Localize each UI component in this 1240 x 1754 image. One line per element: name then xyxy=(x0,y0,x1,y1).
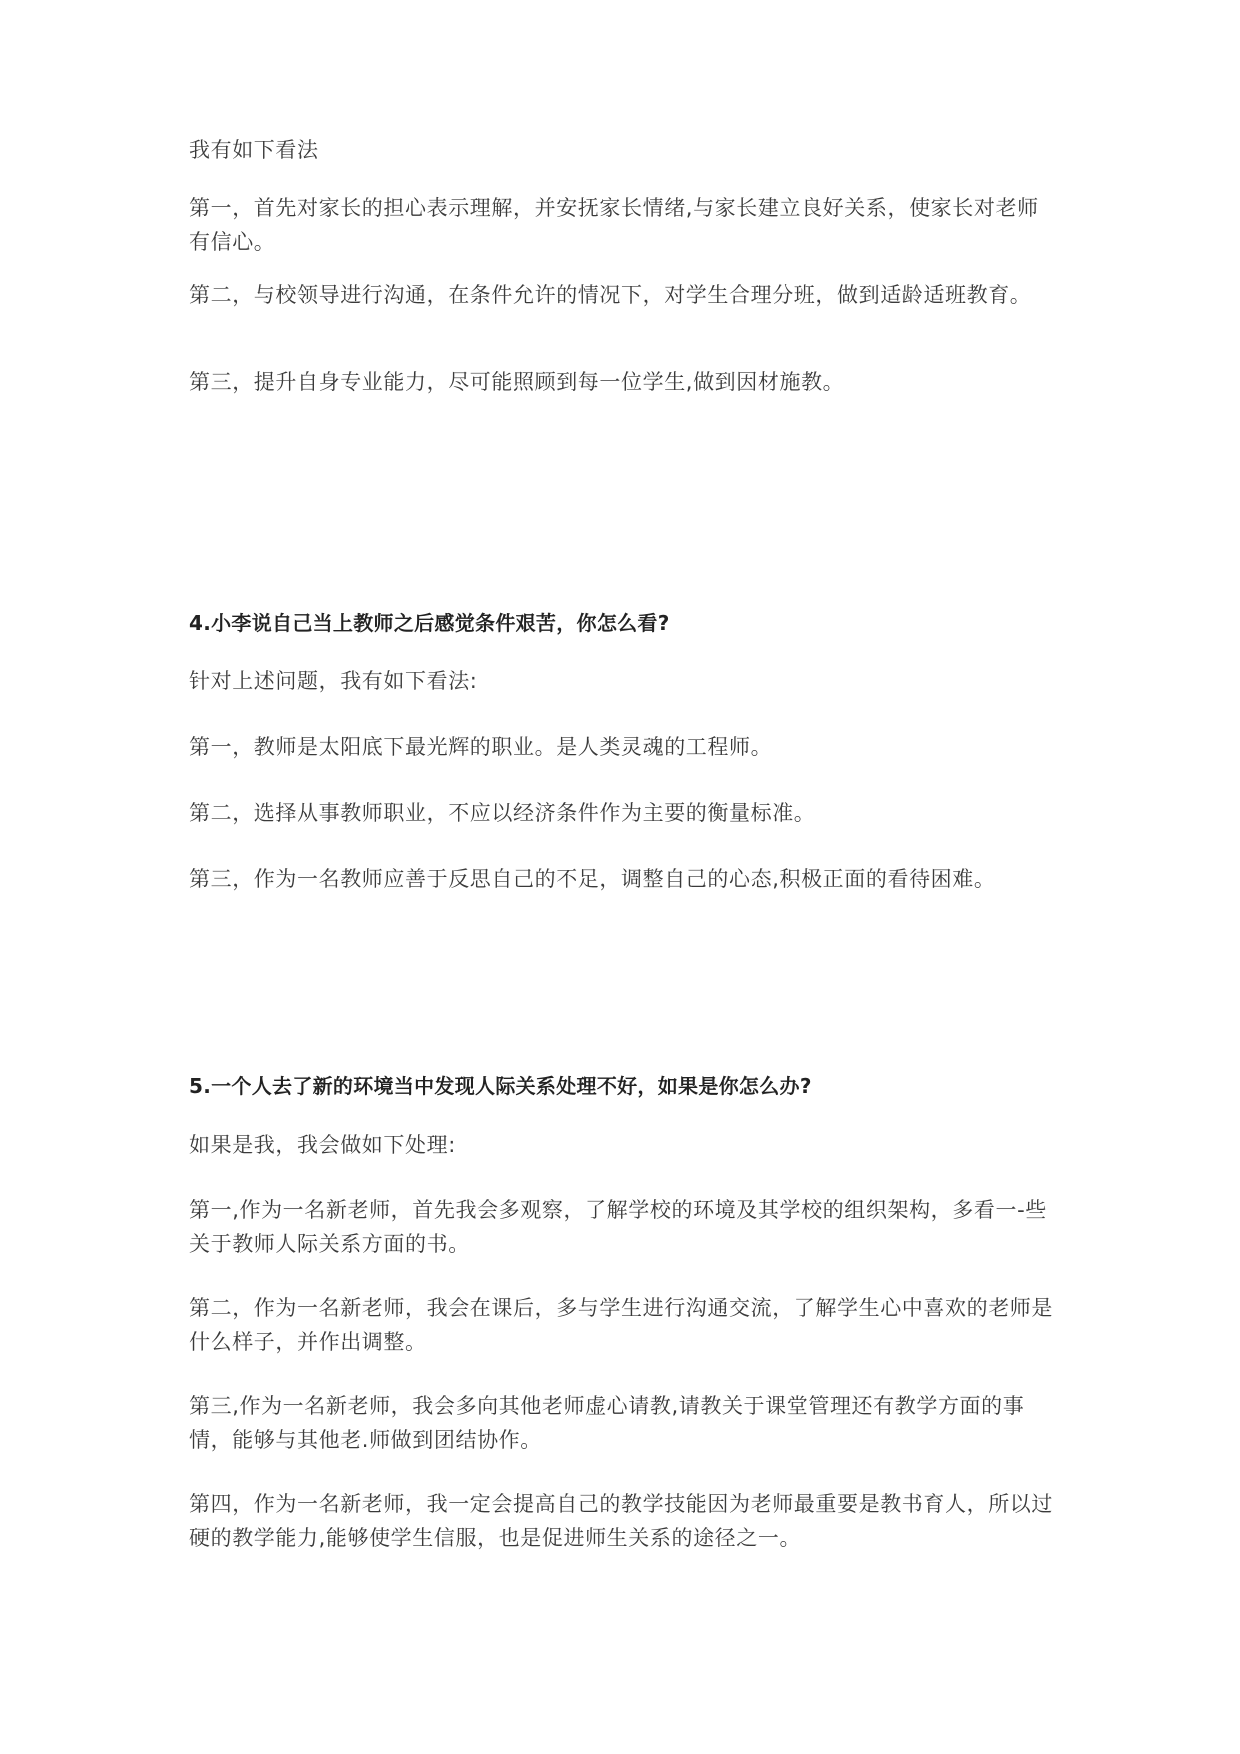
question-4-heading: 4.小李说自己当上教师之后感觉条件艰苦，你怎么看? xyxy=(189,611,670,635)
q5-point-3: 第三,作为一名新老师，我会多向其他老师虚心请教,请教关于课堂管理还有教学方面的事情，能够与其他老.师做到团结协作。 xyxy=(189,1394,1025,1452)
q5-point-2: 第二，作为一名新老师，我会在课后，多与学生进行沟通交流，了解学生心中喜欢的老师是什么样子，并作出调整。 xyxy=(189,1296,1053,1354)
paragraph-point-1: 第一，首先对家长的担心表示理解，并安抚家长情绪,与家长建立良好关系，使家长对老师有信心。 xyxy=(189,196,1039,254)
q4-intro: 针对上述问题，我有如下看法: xyxy=(189,669,478,693)
question-5-heading: 5.一个人去了新的环境当中发现人际关系处理不好，如果是你怎么办? xyxy=(189,1074,812,1098)
q5-point-1: 第一,作为一名新老师，首先我会多观察，了解学校的环境及其学校的组织架构，多看一-些关于教师人际关系方面的书。 xyxy=(189,1198,1047,1256)
paragraph-point-2: 第二，与校领导进行沟通，在条件允许的情况下，对学生合理分班，做到适龄适班教育。 xyxy=(189,283,1032,307)
q5-point-4: 第四，作为一名新老师，我一定会提高自己的教学技能因为老师最重要是教书育人，所以过硬的教学能力,能够使学生信服，也是促进师生关系的途径之一。 xyxy=(189,1492,1053,1550)
q5-intro: 如果是我，我会做如下处理: xyxy=(189,1133,456,1157)
q4-point-3: 第三，作为一名教师应善于反思自己的不足，调整自己的心态,积极正面的看待困难。 xyxy=(189,867,996,891)
q4-point-2: 第二，选择从事教师职业，不应以经济条件作为主要的衡量标准。 xyxy=(189,801,816,825)
paragraph-point-3: 第三，提升自身专业能力，尽可能照顾到每一位学生,做到因材施教。 xyxy=(189,370,845,394)
q4-point-1: 第一，教师是太阳底下最光辉的职业。是人类灵魂的工程师。 xyxy=(189,735,773,759)
paragraph-intro-opinion: 我有如下看法 xyxy=(189,138,319,162)
